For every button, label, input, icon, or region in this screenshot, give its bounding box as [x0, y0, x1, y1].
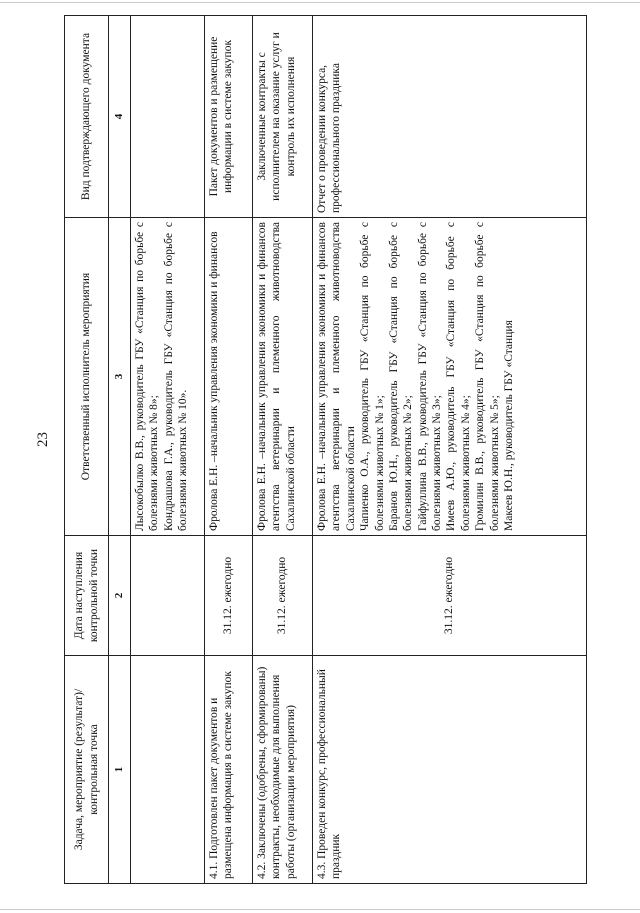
- date-cell: 31.12. ежегодно: [313, 536, 587, 656]
- task-cell: 4.2. Заключены (одобрены, сформированы) контракты, необходимые для выполнения работы (организации мероприятия): [253, 656, 313, 884]
- executor-line: Гайфуллина В.В., руководитель ГБУ «Станция по борьбе с болезнями животных № 3»;: [416, 222, 443, 531]
- executor-line: Имеев А.Ю., руководитель ГБУ «Станция по борьбе с болезнями животных № 4»;: [445, 222, 472, 531]
- executor-line: Фролова Е.Н. –начальник управления экономики и финансов: [208, 231, 220, 531]
- task-cell: 4.3. Проведен конкурс, профессиональный праздник: [313, 656, 587, 884]
- document-cell: Пакет документов и размещение информации в системе закупок: [205, 16, 253, 218]
- table-header-row: [65, 16, 109, 884]
- column-number-2: 2: [109, 536, 131, 656]
- document-cell: Отчет о проведении конкурса, профессионального праздника: [313, 16, 587, 218]
- date-cell: [131, 536, 205, 656]
- document-cell: [131, 16, 205, 218]
- table-row: [131, 16, 205, 884]
- date-cell: 31.12. ежегодно: [205, 536, 253, 656]
- header-document: Вид подтверждающего документа: [65, 16, 109, 218]
- executor-line: Фролова Е.Н. –начальник управления экономики и финансов агентства ветеринарии и племенного животноводства Сахалинской области: [316, 222, 357, 531]
- column-number-1: 1: [109, 656, 131, 884]
- executor-cell: [205, 218, 253, 536]
- scan-edge-top: [0, 2, 640, 3]
- header-task: Задача, мероприятие (результат)/контрольная точка: [65, 656, 109, 884]
- task-cell: 4.1. Подготовлен пакет документов и размещена информация в системе закупок: [205, 656, 253, 884]
- executor-cell: [253, 218, 313, 536]
- executor-cell: [313, 218, 587, 536]
- page-number: 23: [35, 432, 51, 447]
- column-number-4: 4: [109, 16, 131, 218]
- table-row: [313, 16, 587, 884]
- executor-line: Громилин В.В., руководитель ГБУ «Станция по борьбе с болезнями животных № 5»;: [474, 222, 501, 531]
- executor-line: Кондрашова Г.А., руководитель ГБУ «Станция по борьбе с болезнями животных № 10».: [162, 222, 190, 531]
- task-cell: [131, 656, 205, 884]
- executor-line: Макеев Ю.Н., руководитель ГБУ «Станция: [502, 320, 515, 531]
- executor-cell: [131, 218, 205, 536]
- header-executor: Ответственный исполнитель мероприятия: [65, 218, 109, 536]
- table-row: [253, 16, 313, 884]
- header-date: Дата наступления контрольной точки: [65, 536, 109, 656]
- executor-line: Чапиенко О.А., руководитель ГБУ «Станция по борьбе с болезнями животных № 1»;: [359, 222, 386, 531]
- column-number-3: 3: [109, 218, 131, 536]
- control-points-table: [64, 15, 587, 884]
- executor-line: Лысокобылко В.В., руководитель ГБУ «Станция по борьбе с болезнями животных № 8»;: [134, 222, 161, 531]
- date-cell: 31.12. ежегодно: [253, 536, 313, 656]
- table-row: [205, 16, 253, 884]
- column-number-row: [109, 16, 131, 884]
- document-cell: Заключенные контракты с исполнителем на оказание услуг и контроль их исполнения: [253, 16, 313, 218]
- rotated-table-wrapper: [64, 16, 586, 884]
- executor-line: Фролова Е.Н. –начальник управления экономики и финансов агентства ветеринарии и племенного животноводства Сахалинской области: [256, 222, 297, 531]
- scan-edge-bottom: [0, 909, 640, 910]
- executor-line: Баранов Ю.Н., руководитель ГБУ «Станция по борьбе с болезнями животных № 2»;: [387, 222, 415, 531]
